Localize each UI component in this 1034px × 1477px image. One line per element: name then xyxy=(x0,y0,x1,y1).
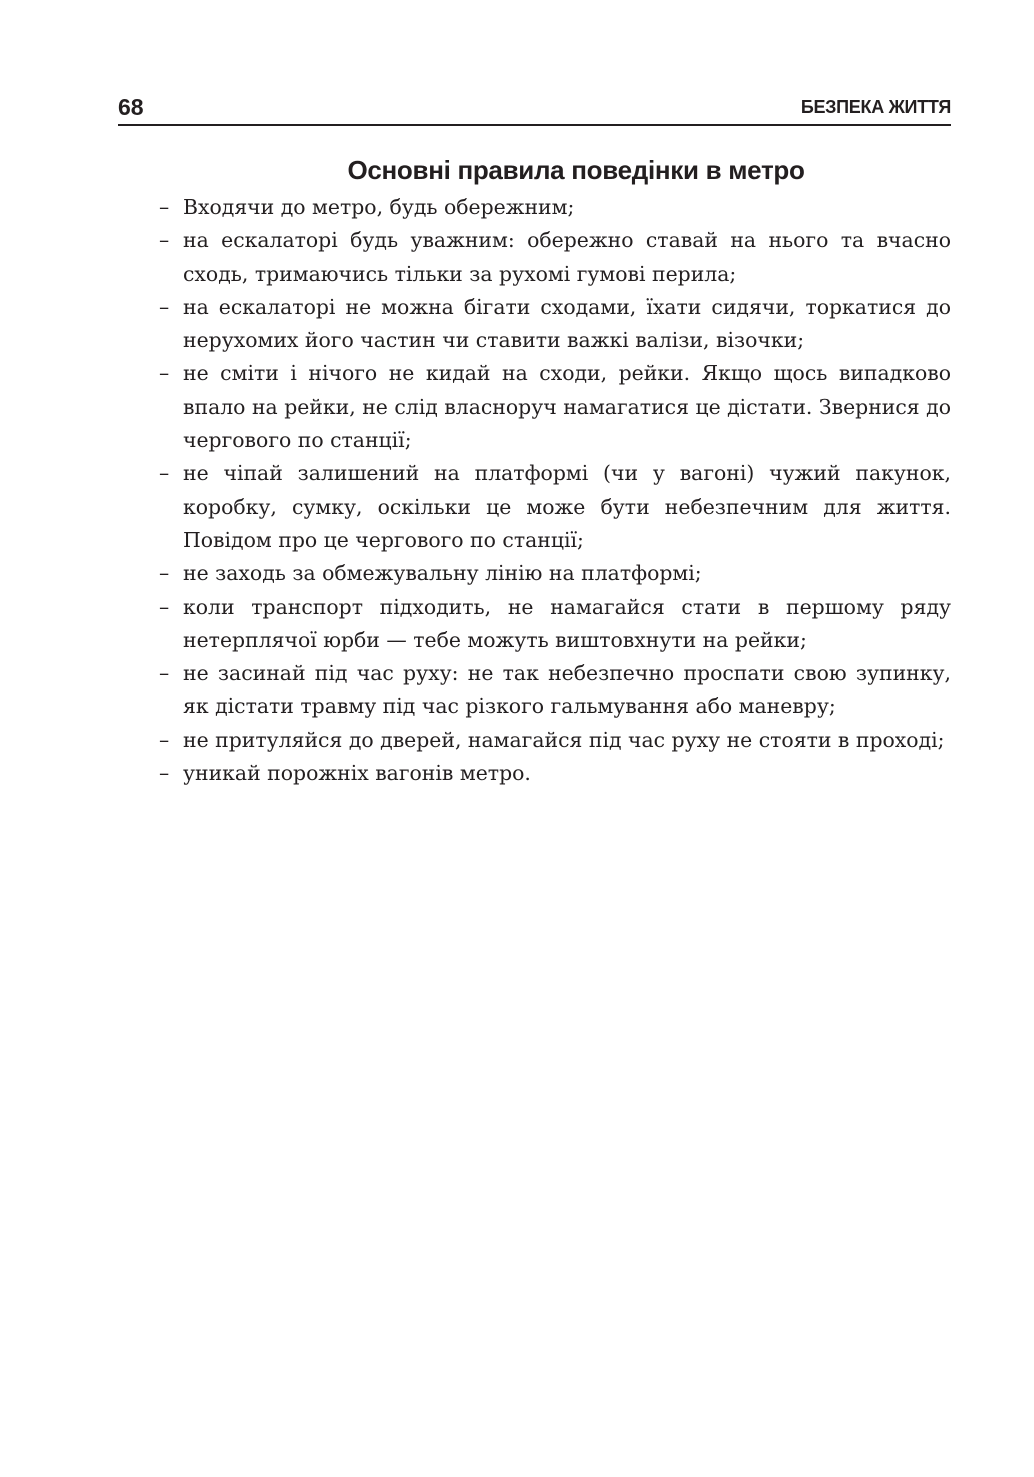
dash-bullet: – xyxy=(159,561,170,586)
list-item-text: на ескалаторі будь уважним: обережно ставай на нього та вчасно сходь, тримаючись тільки за рухомі гумові перила; xyxy=(183,228,951,286)
list-item-text: на ескалаторі не можна бігати сходами, їхати сидячи, торкатися до нерухомих його частин чи ставити важкі валізи, візочки; xyxy=(183,294,951,353)
list-item xyxy=(159,657,951,724)
list-item-text: уникай порожніх вагонів метро. xyxy=(183,761,531,786)
section-title: Основні правила поведінки в метро xyxy=(347,155,805,185)
list-item-text: Входячи до метро, будь обережним; xyxy=(183,195,575,219)
dash-bullet: – xyxy=(159,594,170,619)
dash-bullet: – xyxy=(159,228,170,253)
list-item-text: не чіпай залишений на платформі (чи у вагоні) чужий пакунок, коробку, сумку, оскільки це може бути небезпечним для життя. Повідом про це чергового по станції; xyxy=(183,461,951,552)
list-item-text: не заходь за обмежувальну лінію на платформі; xyxy=(183,561,702,586)
list-item-text: не сміти і нічого не кидай на сходи, рейки. Якщо щось випадково впало на рейки, не слід власноруч намагатися це дістати. Звернися до чергового по станції; xyxy=(183,361,951,453)
dash-bullet: – xyxy=(159,294,170,319)
list-item xyxy=(159,224,951,291)
list-item-text: не притуляйся до дверей, намагайся під час руху не стояти в проході; xyxy=(183,727,945,752)
page-header xyxy=(118,92,951,126)
list-item xyxy=(159,724,951,757)
dash-bullet: – xyxy=(159,195,170,219)
running-head: БЕЗПЕКА ЖИТТЯ xyxy=(800,97,951,117)
list-item-text: коли транспорт підходить, не намагайся стати в першому ряду нетерплячої юрби — тебе можуть виштовхнути на рейки; xyxy=(183,594,951,652)
list-item xyxy=(159,191,951,224)
list-item xyxy=(159,757,951,790)
dash-bullet: – xyxy=(159,761,170,786)
list-item xyxy=(159,557,951,590)
dash-bullet: – xyxy=(159,361,170,386)
list-item xyxy=(159,291,951,358)
page-number: 68 xyxy=(118,94,144,120)
dash-bullet: – xyxy=(159,727,170,752)
list-item xyxy=(159,457,951,557)
list-item xyxy=(159,591,951,658)
list-item xyxy=(159,357,951,457)
dash-bullet: – xyxy=(159,661,170,686)
list-item-text: не засинай під час руху: не так небезпечно проспати свою зупинку, як дістати травму під час різкого гальмування або маневру; xyxy=(183,661,951,719)
dash-bullet: – xyxy=(159,461,170,486)
rules-list xyxy=(159,191,951,790)
